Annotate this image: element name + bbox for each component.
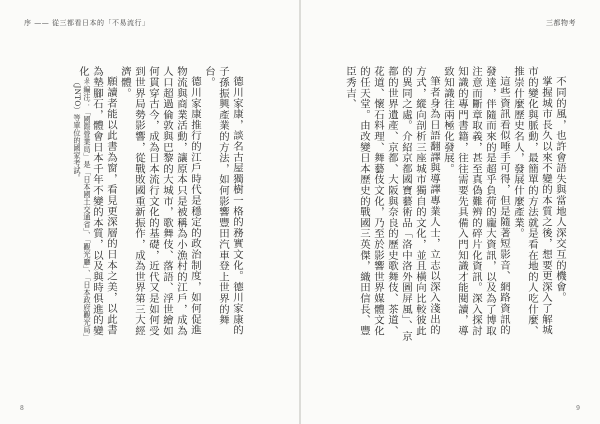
- body-paragraph: 這些資訊看似唾手可得，但是隨著短影音、網路資訊的發達，伴隨而來的是超乎負荷的龐大資訊，以及為了博取注意而斷章取義，甚至真偽難辨的碎片化資訊。深入探討知識的專門書籍，往往需要先具備入門知識才能閱讀，導致知識往兩極化發展。: [442, 66, 510, 336]
- body-paragraph: 德川家康推行的江戶時代是穩定的政治制度，如何促進物流與商業活動，讓原本只是被稱為小漁村的江戶，成為人口超過倫敦與巴黎的大城市，歌舞伎、落語、浮世繪如何貫穿古今，成為日本流行文化的基礎，近代又是如何受到世界局勢影響，從戰敗國重新振作，成為世界第三大經濟體。: [119, 66, 201, 336]
- body-paragraph: 不同的風，也許會語失與當地人深交互的機會。: [554, 76, 566, 304]
- editor-note: ＊編注：「國際營業局」是「日本國土交通省」、「觀光廳」、「日本政府觀光局」（JNTO）等單位的國家考試。: [73, 78, 92, 338]
- body-paragraph: 願讀者能以此書為窗，看見更深層的日本之美，以此書為墊腳石，體會日本千年不變的本質，以及與時俱進的變化。: [77, 66, 117, 336]
- body-paragraph: 筆者身為日語翻譯與導譯專業人士，立志以深入淺出的方式，縱向剖析三座城市獨自的文化，並且橫向比較彼此的異同之處。介紹京都國寶藝術品「洛中洛外圖屏風」、京都的世界遺產、京都、大阪與奈良的歷史歌舞伎、茶道、花道、懷石料理、舞藝伎文化，乃至於影響世界媒體文化的任天堂。由改變日本歷史的戰國三英傑，織田信長、豐臣秀吉、: [344, 66, 440, 342]
- body-paragraph: 掌握城市長久以來不變的本質之後，想要更深入了解城市的變化與脈動，最簡單的方法就是看在地的人吃什麼、推崇什麼歷史名人，發展什麼產業。: [512, 66, 552, 336]
- page-number-left: 8: [20, 405, 24, 412]
- body-paragraph: 德川家康，談名古屋獨樹一格的務實文化。德川家康的子孫振興產業的方法，如何影響豐田汽車登上世界的舞台。: [203, 66, 243, 336]
- right-page: [301, 0, 600, 424]
- running-header-right: 三都物考: [546, 19, 576, 27]
- page-number-right: 9: [576, 405, 580, 412]
- right-page-body: [337, 66, 567, 342]
- running-header-left: 序 —— 從三都看日本的「不易流行」: [24, 19, 150, 27]
- left-page: [0, 0, 299, 424]
